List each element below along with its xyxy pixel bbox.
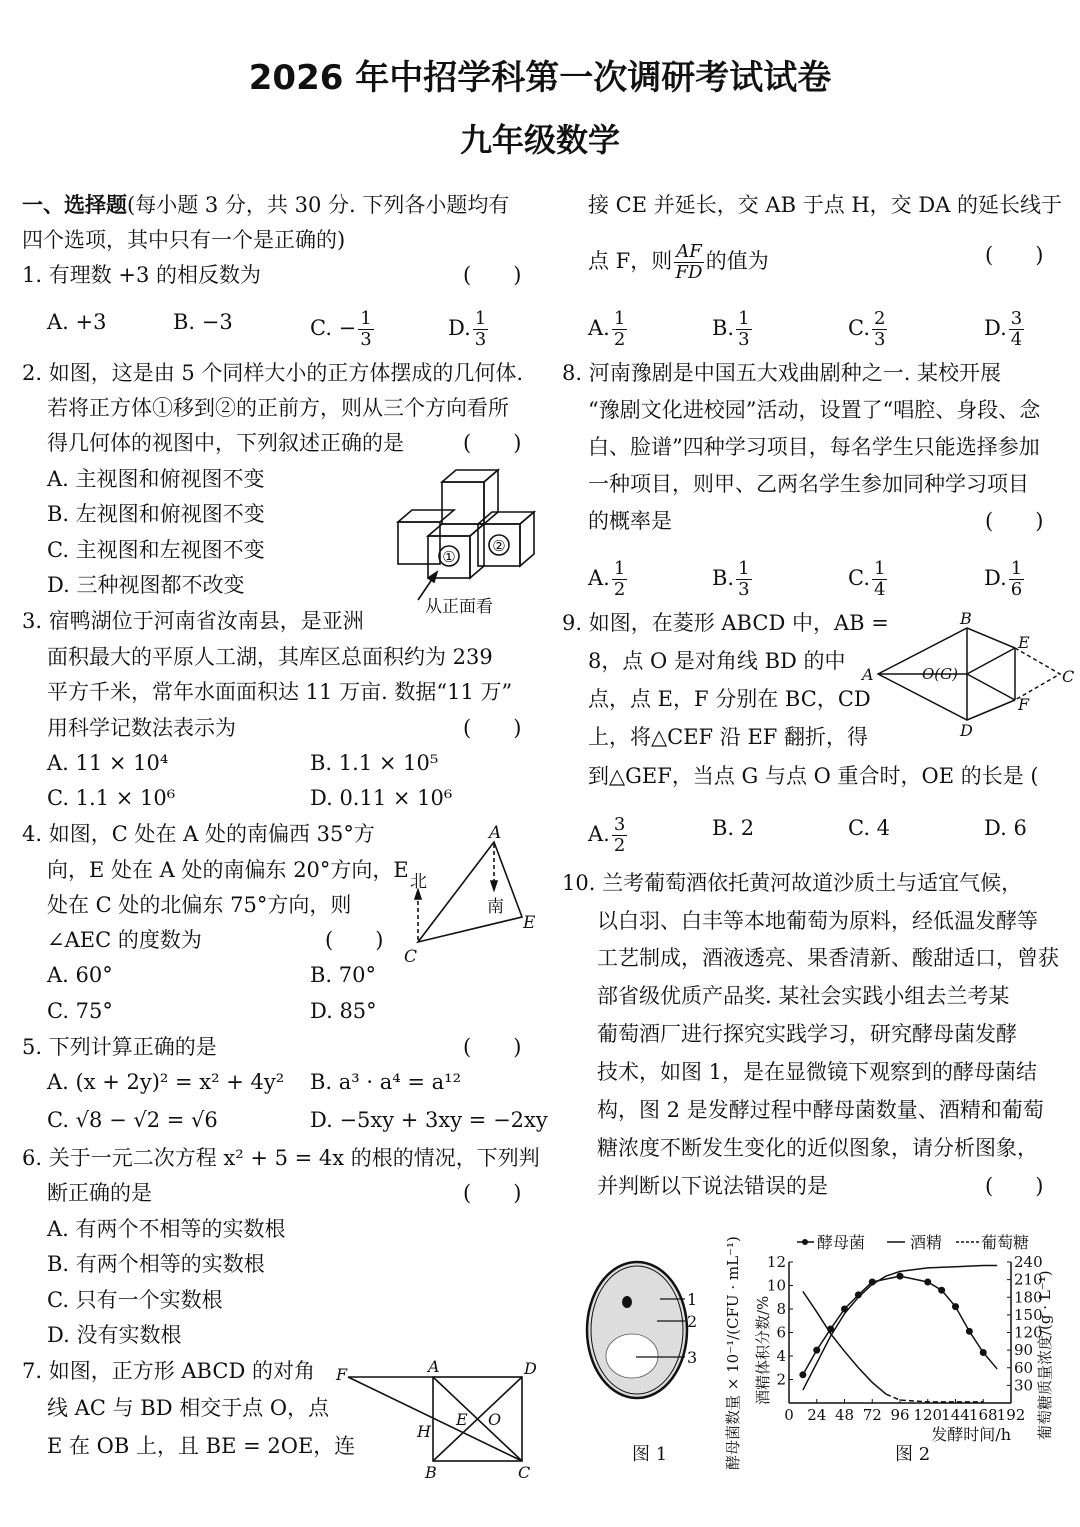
cell-label-2: 2: [687, 1312, 698, 1331]
legend-alcohol-label: 酒精: [910, 1233, 943, 1252]
q6-option-b: B. 有两个相等的实数根: [47, 1252, 265, 1276]
q10-line: 糖浓度不断发生变化的近似图象，请分析图象，: [597, 1136, 1038, 1160]
cube-label-2: ②: [492, 537, 506, 555]
q7-option-a: A. $\frac{1}{2}$: [588, 308, 626, 350]
q7-line: 接 CE 并延长，交 AB 于点 H，交 DA 的延长线于: [588, 193, 1063, 217]
q7-option-d: D. $\frac{3}{4}$: [984, 308, 1023, 350]
point-b-label: B: [960, 609, 972, 628]
right-y-tick-label: 30: [1014, 1376, 1034, 1395]
left-inner-y-axis-label: 酒精体积分数/%: [754, 1295, 772, 1405]
q9-line: 8，点 O 是对角线 BD 的中: [588, 649, 846, 673]
q3-line: 3. 宿鸭湖位于河南省汝南县，是亚洲: [22, 609, 364, 633]
left-y-tick-label: 4: [776, 1347, 786, 1365]
point-a-label: A: [862, 665, 874, 684]
q6-option-d: D. 没有实数根: [47, 1323, 182, 1347]
x-axis-label: 发酵时间/h: [931, 1425, 1011, 1444]
point-d-label: D: [524, 1359, 537, 1378]
q1-option-c-label: C. −: [310, 316, 357, 340]
q4-line: 4. 如图，C 处在 A 处的南偏西 35°方: [22, 822, 375, 846]
q10-answer-paren: ( ): [985, 1174, 1044, 1198]
left-y-tick-label: 12: [766, 1253, 786, 1271]
point-og-label: O(G): [922, 665, 958, 683]
point-f-label: F: [1018, 695, 1030, 714]
q4-option-c: C. 75°: [47, 999, 113, 1023]
q6-line: 6. 关于一元二次方程 x² + 5 = 4x 的根的情况，下列判: [22, 1146, 540, 1170]
q2-option-b: B. 左视图和俯视图不变: [47, 502, 265, 526]
q9-line: 到△GEF，当点 G 与点 O 重合时，OE 的长是 (: [588, 764, 1039, 788]
q8-option-c: C. $\frac{1}{4}$: [848, 558, 886, 600]
q9-option-a: A. $\frac{3}{2}$: [588, 814, 626, 856]
q8-line: 的概率是: [588, 509, 672, 533]
yeast-line: [803, 1276, 997, 1375]
fraction: $\frac{AF}{FD}$: [675, 241, 703, 283]
q5-stem: 5. 下列计算正确的是: [22, 1035, 217, 1059]
left-y-tick-label: 2: [776, 1370, 786, 1389]
point-e-label: E: [1018, 633, 1030, 652]
q1-option-d-label: D.: [448, 316, 471, 340]
legend-yeast-label: 酵母菌: [817, 1233, 866, 1252]
cube-label-1: ①: [442, 548, 456, 566]
legend-glucose-label: 葡萄糖: [981, 1233, 1030, 1252]
q9-line: 上，将△CEF 沿 EF 翻折，得: [588, 725, 869, 749]
x-tick-label: 72: [862, 1406, 882, 1424]
fraction: $\frac{1}{3}$: [474, 308, 487, 350]
x-tick-label: 168: [968, 1406, 998, 1424]
q5-answer-paren: ( ): [463, 1035, 522, 1059]
q1-option-b: B. −3: [173, 310, 233, 334]
left-outer-y-axis-label: 酵母菌数量 × 10⁻¹/(CFU · mL⁻¹): [724, 1236, 742, 1470]
point-f-label: F: [336, 1365, 348, 1384]
q4-line: 向，E 处在 A 处的南偏东 20°方向，E: [47, 858, 409, 882]
q10-line: 部省级优质产品奖. 某社会实践小组去兰考某: [597, 984, 1010, 1008]
q3-option-c: C. 1.1 × 10⁶: [47, 786, 176, 810]
q4-option-b: B. 70°: [310, 963, 377, 987]
figure-2-caption: 图 2: [895, 1444, 931, 1465]
yeast-data-point: [938, 1287, 945, 1294]
q1-stem: 1. 有理数 +3 的相反数为: [22, 263, 262, 287]
q3-option-d: D. 0.11 × 10⁶: [310, 786, 453, 810]
q7-line: 线 AC 与 BD 相交于点 O，点: [47, 1396, 330, 1420]
yeast-data-point: [924, 1278, 931, 1285]
right-y-axis-label: 葡萄糖质量浓度/(g · L⁻¹): [1036, 1270, 1054, 1440]
q9-option-b: B. 2: [712, 816, 755, 840]
q9-line: 点，点 E，F 分别在 BC，CD: [588, 687, 871, 711]
point-e-label: E: [523, 913, 536, 933]
yeast-data-point: [980, 1349, 987, 1356]
q2-option-a: A. 主视图和俯视图不变: [47, 467, 265, 491]
x-tick-label: 120: [913, 1406, 943, 1424]
yeast-data-point: [813, 1347, 820, 1354]
yeast-data-point: [966, 1328, 973, 1335]
south-label: 南: [487, 897, 504, 917]
q7-answer-paren: ( ): [985, 243, 1044, 267]
right-y-tick-label: 60: [1014, 1358, 1034, 1377]
q8-option-b: B. $\frac{1}{3}$: [712, 558, 750, 600]
x-tick-label: 0: [784, 1406, 794, 1424]
q7-line-5: 点 F，则 $\frac{AF}{FD}$ 的值为: [588, 241, 769, 283]
point-a-label: A: [428, 1357, 440, 1376]
cell-label-3: 3: [687, 1348, 698, 1367]
north-label: 北: [410, 872, 427, 892]
q5-option-d: D. −5xy + 3xy = −2xy: [310, 1108, 548, 1132]
q3-line: 平方千米，常年水面面积达 11 万亩. 数据“11 万”: [47, 680, 513, 704]
left-y-tick-label: 8: [776, 1300, 786, 1318]
q7-option-c: C. $\frac{2}{3}$: [848, 308, 886, 350]
x-tick-label: 144: [941, 1406, 970, 1424]
right-y-tick-label: 150: [1014, 1305, 1043, 1324]
yeast-data-point: [952, 1303, 959, 1310]
q10-line: 并判断以下说法错误的是: [597, 1174, 828, 1198]
section-note-2: 四个选项，其中只有一个是正确的): [22, 228, 346, 252]
right-y-tick-label: 210: [1014, 1270, 1043, 1289]
q3-line: 面积最大的平原人工湖，其库区总面积约为 239: [47, 645, 493, 669]
q2-line: 2. 如图，这是由 5 个同样大小的正方体摆成的几何体.: [22, 361, 524, 385]
q7-option-b: B. $\frac{1}{3}$: [712, 308, 750, 350]
q2-line: 得几何体的视图中，下列叙述正确的是: [47, 431, 404, 455]
x-tick-label: 24: [807, 1406, 827, 1424]
q4-answer-paren: ( ): [325, 928, 384, 952]
q7-line: E 在 OB 上，且 BE = 2OE，连: [47, 1434, 356, 1458]
q9-line: 9. 如图，在菱形 ABCD 中，AB =: [562, 611, 889, 635]
cell-label-1: 1: [687, 1290, 698, 1309]
q4-option-a: A. 60°: [47, 963, 113, 987]
q5-option-c: C. √8 − √2 = √6: [47, 1108, 218, 1132]
x-tick-label: 96: [890, 1406, 910, 1424]
exam-subtitle: 九年级数学: [459, 121, 620, 159]
point-c-label: C: [404, 947, 418, 967]
right-y-tick-label: 180: [1014, 1288, 1043, 1307]
front-view-caption: 从正面看: [425, 597, 493, 617]
point-b-label: B: [425, 1463, 437, 1482]
q2-line: 若将正方体①移到②的正前方，则从三个方向看所: [47, 396, 509, 420]
q6-line: 断正确的是: [47, 1181, 152, 1205]
q3-answer-paren: ( ): [463, 716, 522, 740]
q8-line: 白、脸谱”四种学习项目，每名学生只能选择参加: [588, 435, 1040, 459]
q6-answer-paren: ( ): [463, 1181, 522, 1205]
exam-title: 2026 年中招学科第一次调研考试试卷: [248, 58, 832, 98]
q1-option-a: A. +3: [47, 310, 107, 334]
left-y-tick-label: 10: [766, 1276, 786, 1295]
q10-line: 工艺制成，酒液透亮、果香清新、酸甜适口，曾获: [597, 946, 1059, 970]
q4-line: 处在 C 处的北偏东 75°方向，则: [47, 893, 352, 917]
q9-option-d: D. 6: [984, 816, 1027, 840]
x-tick-label: 192: [996, 1406, 1026, 1424]
q2-option-c: C. 主视图和左视图不变: [47, 538, 265, 562]
q9-option-c: C. 4: [848, 816, 891, 840]
legend-yeast-marker: [802, 1239, 808, 1245]
x-tick-label: 48: [834, 1406, 855, 1424]
fraction: $\frac{1}{3}$: [360, 308, 372, 350]
q10-line: 构，图 2 是发酵过程中酵母菌数量、酒精和葡萄: [597, 1098, 1044, 1122]
q8-line: “豫剧文化进校园”活动，设置了“唱腔、身段、念: [588, 398, 1041, 422]
q8-line: 8. 河南豫剧是中国五大戏曲剧种之一. 某校开展: [562, 361, 1002, 385]
q10-line: 10. 兰考葡萄酒依托黄河故道沙质土与适宜气候，: [562, 871, 1023, 895]
section-note: (每小题 3 分，共 30 分. 下列各小题均有: [127, 193, 510, 217]
q8-line: 一种项目，则甲、乙两名学生参加同种学习项目: [588, 472, 1029, 496]
glucose-line-dashed: [886, 1394, 983, 1402]
q10-line: 以白羽、白丰等本地葡萄为原料，经低温发酵等: [597, 909, 1038, 933]
q6-option-a: A. 有两个不相等的实数根: [47, 1217, 286, 1241]
q8-option-d: D. $\frac{1}{6}$: [984, 558, 1023, 600]
q10-line: 葡萄酒厂进行探究实践学习，研究酵母菌发酵: [597, 1022, 1017, 1046]
right-y-tick-label: 240: [1014, 1253, 1043, 1271]
q3-line: 用科学记数法表示为: [47, 716, 236, 740]
point-a-label: A: [489, 823, 502, 843]
point-d-label: D: [960, 721, 973, 740]
q3-option-b: B. 1.1 × 10⁵: [310, 751, 439, 775]
q6-option-c: C. 只有一个实数根: [47, 1288, 223, 1312]
point-e-label: E: [456, 1410, 468, 1429]
q8-option-a: A. $\frac{1}{2}$: [588, 558, 626, 600]
q8-answer-paren: ( ): [985, 509, 1044, 533]
q7-line: 7. 如图，正方形 ABCD 的对角: [22, 1359, 315, 1383]
q1-answer-paren: ( ): [463, 263, 522, 287]
q4-option-d: D. 85°: [310, 999, 377, 1023]
point-c-label: C: [1062, 667, 1075, 686]
q10-line: 技术，如图 1，是在显微镜下观察到的酵母菌结: [597, 1060, 1038, 1084]
yeast-data-point: [799, 1371, 806, 1378]
q4-line: ∠AEC 的度数为: [47, 928, 202, 952]
point-o-label: O: [488, 1410, 502, 1429]
left-y-tick-label: 6: [776, 1323, 786, 1342]
right-y-tick-label: 90: [1014, 1341, 1034, 1360]
q3-option-a: A. 11 × 10⁴: [47, 751, 169, 775]
yeast-data-point: [897, 1273, 904, 1280]
q5-option-b: B. a³ · a⁴ = a¹²: [310, 1070, 461, 1094]
figure-1-caption: 图 1: [632, 1444, 668, 1465]
section-heading: 一、选择题: [22, 192, 127, 217]
q5-option-a: A. (x + 2y)² = x² + 4y²: [47, 1070, 285, 1094]
q2-option-d: D. 三种视图都不改变: [47, 573, 245, 597]
point-c-label: C: [518, 1463, 531, 1482]
q2-answer-paren: ( ): [463, 431, 522, 455]
right-y-tick-label: 120: [1014, 1323, 1043, 1342]
point-h-label: H: [417, 1422, 431, 1441]
